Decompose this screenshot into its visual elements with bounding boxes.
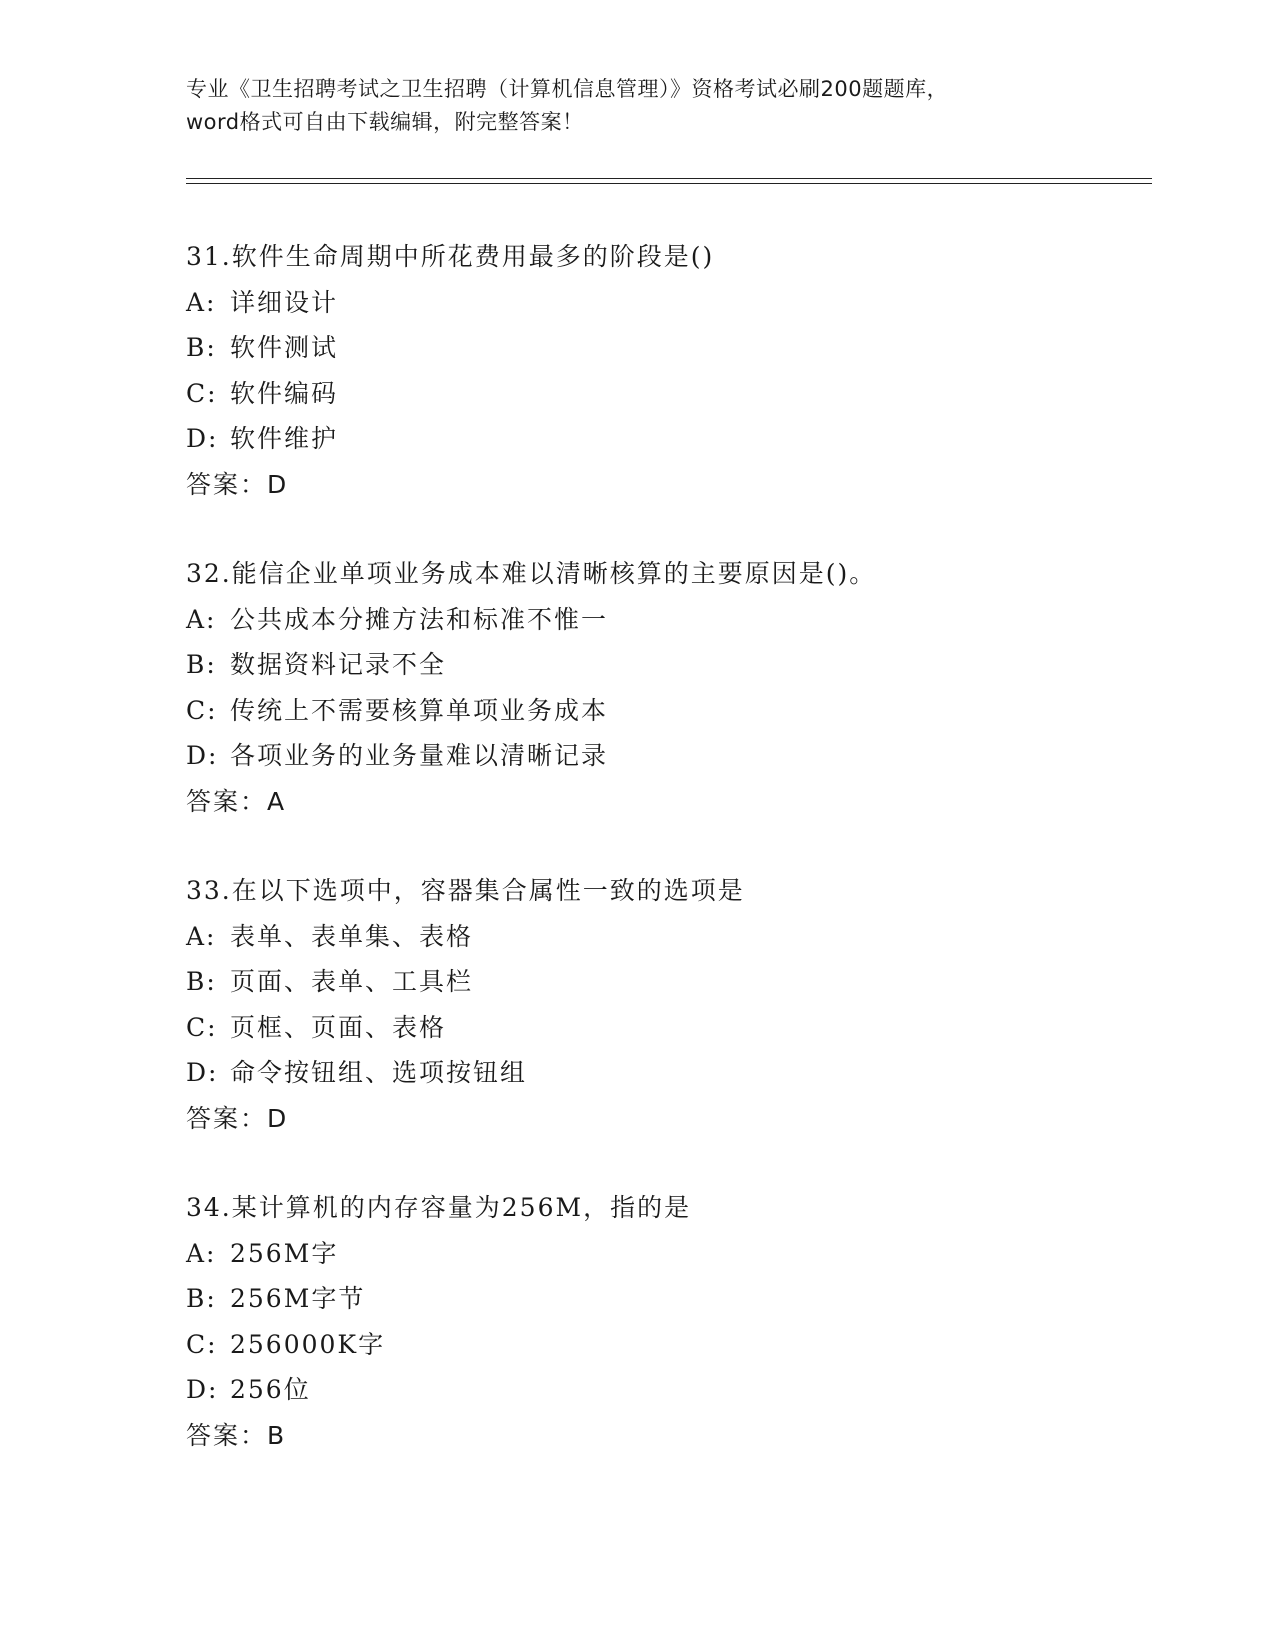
question-32 [186, 551, 1146, 824]
option-c [186, 1322, 1146, 1368]
question-31 [186, 234, 1146, 507]
option-text: 256M字 [230, 1238, 339, 1268]
option-text: 256000K字 [230, 1329, 386, 1359]
option-text: 256M字节 [230, 1284, 366, 1313]
answer: 答案：D [186, 469, 289, 499]
option-d [186, 1050, 1146, 1096]
option-text: 页面、表单、工具栏 [230, 967, 474, 996]
option-key: A: [186, 1238, 217, 1268]
option-a [186, 1231, 1146, 1277]
option-key: B: [186, 650, 217, 679]
option-b [186, 325, 1146, 371]
option-key: C: [186, 378, 218, 408]
option-key: B: [186, 1284, 217, 1313]
option-text: 数据资料记录不全 [230, 650, 447, 679]
header-line-1: 专业《卫生招聘考试之卫生招聘（计算机信息管理）》资格考试必刷200题题库， [186, 77, 949, 101]
option-key: D: [186, 424, 219, 453]
question-list [186, 234, 1146, 1502]
option-b [186, 642, 1146, 688]
question-stem: 33.在以下选项中，容器集合属性一致的选项是 [186, 876, 745, 905]
option-b [186, 1276, 1146, 1322]
option-key: C: [186, 1329, 218, 1359]
answer: 答案：A [186, 786, 287, 816]
option-key: A: [186, 921, 217, 951]
option-key: B: [186, 333, 217, 362]
option-key: C: [186, 695, 218, 725]
option-text: 页框、页面、表格 [230, 1012, 447, 1042]
option-d [186, 416, 1146, 462]
option-c [186, 688, 1146, 734]
option-key: D: [186, 741, 219, 770]
option-text: 各项业务的业务量难以清晰记录 [230, 741, 609, 770]
question-stem: 32.能信企业单项业务成本难以清晰核算的主要原因是()。 [186, 559, 877, 588]
option-a [186, 597, 1146, 643]
option-text: 软件测试 [230, 333, 339, 362]
option-b [186, 959, 1146, 1005]
question-33 [186, 868, 1146, 1141]
option-d [186, 1367, 1146, 1413]
option-key: C: [186, 1012, 218, 1042]
option-text: 公共成本分摊方法和标准不惟一 [230, 604, 609, 634]
option-text: 软件编码 [230, 378, 339, 408]
header-divider-bottom [186, 183, 1152, 184]
option-a [186, 914, 1146, 960]
document-header [186, 73, 1086, 139]
option-key: A: [186, 604, 217, 634]
option-c [186, 1005, 1146, 1051]
option-text: 软件维护 [230, 424, 339, 453]
option-text: 传统上不需要核算单项业务成本 [230, 695, 609, 725]
option-d [186, 733, 1146, 779]
question-34 [186, 1185, 1146, 1458]
option-text: 表单、表单集、表格 [230, 921, 474, 951]
option-text: 命令按钮组、选项按钮组 [230, 1058, 528, 1087]
header-line-2: word格式可自由下载编辑，附完整答案！ [186, 110, 584, 134]
option-c [186, 371, 1146, 417]
option-text: 256位 [230, 1375, 311, 1404]
answer: 答案：B [186, 1420, 287, 1450]
option-key: B: [186, 967, 217, 996]
answer: 答案：D [186, 1103, 289, 1133]
header-divider-top [186, 178, 1152, 179]
question-stem: 34.某计算机的内存容量为256M，指的是 [186, 1193, 692, 1222]
question-stem: 31.软件生命周期中所花费用最多的阶段是() [186, 242, 715, 271]
option-key: D: [186, 1375, 219, 1404]
option-key: A: [186, 287, 217, 317]
option-key: D: [186, 1058, 219, 1087]
option-text: 详细设计 [230, 287, 339, 317]
option-a [186, 280, 1146, 326]
